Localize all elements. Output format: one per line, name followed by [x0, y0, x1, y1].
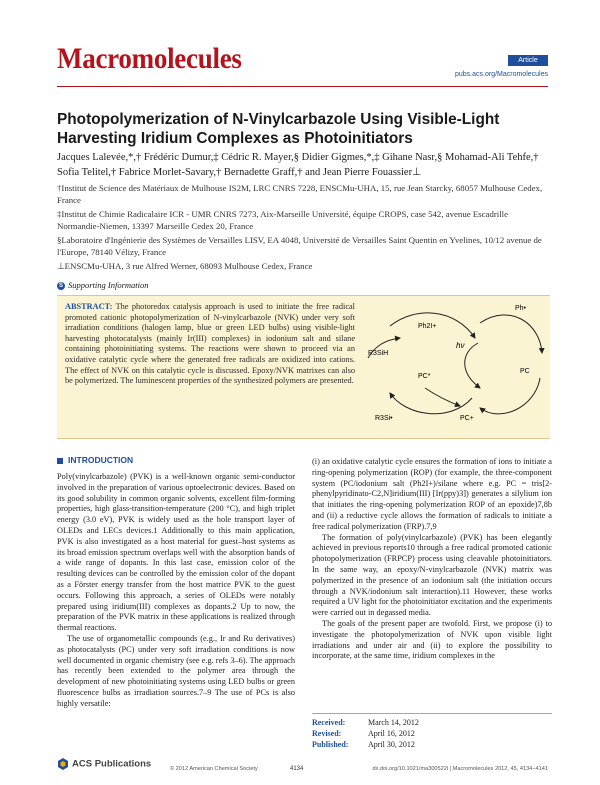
abstract-text: The photoredox catalysis approach is used to initiate the free radical promoted cationic photopolymerization of N-vinylcarbazole (NVK) under very soft irradiation conditions (halogen lamp, blue or green LED bulbs) using visible-light harvesting photocatalysts (mainly Ir(III) complexes) in iodonium salt and silane containing photoinitiating systems. The reactions were shown to proceed via an oxidative catalytic cycle where the generated free radicals are oxidized into cations. The effect of NVK on this catalytic cycle is discussed. Epoxy/NVK matrixes can also be polymerized. The luminescent properties of the synthesized polymers are presented. — [65, 302, 355, 386]
supporting-information-link[interactable] — [57, 280, 149, 290]
toc-label-r3sih: R3SiH — [368, 350, 389, 357]
journal-url[interactable]: pubs.acs.org/Macromolecules — [455, 71, 548, 78]
column-right — [312, 457, 552, 662]
toc-label-ph2i: Ph2I+ — [418, 323, 437, 330]
publication-dates — [312, 713, 552, 750]
article-badge: Article — [508, 55, 548, 66]
author-list: Jacques Lalevée,*,† Frédéric Dumur,‡ Cédric R. Mayer,§ Didier Gigmes,*,‡ Gihane Nasr,§ Mohamad-Ali Tehfe,† Sofia Telitel,† Fabrice Morlet-Savary,† Bernadette Graff,† and Jean Pierre Fouassier⊥ — [57, 152, 539, 178]
revised-row — [312, 728, 552, 739]
revised-date: April 16, 2012 — [368, 729, 415, 738]
inner-arrow — [465, 343, 480, 388]
paper-title: Photopolymerization of N-Vinylcarbazole Using Visible-Light Harvesting Iridium Complexes as Photoinitiators — [57, 111, 500, 147]
column-left — [57, 472, 295, 710]
affiliation-1: †Institut de Science des Matériaux de Mulhouse IS2M, LRC CNRS 7228, ENSCMu-UHA, 15, rue Jean Starcky, 68057 Mulhouse Cedex, France — [57, 183, 543, 205]
toc-label-pc: PC — [520, 368, 530, 375]
published-label: Published: — [312, 740, 349, 749]
abstract — [65, 302, 355, 387]
paragraph: The formation of poly(vinylcarbazole) (PVK) has been elegantly achieved in previous reports10 through a free radical promoted cationic photopolymerization (FRPCP) process using cleavable photoinitiators. In the same way, an epoxy/N-vinylcarbazole (NVK) matrix was polymerized in the presence of an iodonium salt (the initiation occurs through a NVK/iodonium salt interaction).11 However, these works required a UV light for the photoinitiator excitation and the experiments were carried out in degassed media. — [312, 532, 552, 618]
toc-label-pc-star: PC* — [418, 373, 431, 380]
toc-label-hv: hν — [456, 341, 465, 350]
header-rule — [57, 86, 548, 87]
toc-graphic — [360, 298, 550, 434]
section-square-icon — [57, 458, 63, 464]
journal-title: Macromolecules — [57, 42, 242, 75]
paragraph: The use of organometallic compounds (e.g., Ir and Ru derivatives) as photocatalysts (PC) under very soft irradiation conditions is now well documented in organic chemistry (see e.g. refs 3–6). The approach has recently been extended to the polymer area through the development of new photoinitiating systems using LED bulbs or green fluorescence bulbs as irradiation sources.7–9 The use of PCs is also highly versatile: — [57, 633, 295, 708]
published-date: April 30, 2012 — [368, 740, 415, 749]
citation-doi[interactable]: dx.doi.org/10.1021/ma300522l | Macromolecules 2012, 45, 4134−4141 — [372, 766, 548, 772]
paragraph: Poly(vinylcarbazole) (PVK) is a well-known organic semi-conductor involved in the preparation of various optoelectronic devices. Based on its good solubility in common organic solvents, excellent film-forming properties, high glass-transition-temperature (200 °C), and high triplet energy (3.0 eV), PVK is widely used as the hole transport layer of OLEDs and LECs devices.1 Additionally to this main application, PVK is also investigated as a host material for guest–host systems as its broad emission spectrum overlaps well with the absorption bands of a wide range of dopants. In this last case, emission color of the resulting devices can be controlled by the emission color of the dopant as a Förster energy transfer from the host matrice PVK to the guest occurs. Following this approach, a series of OLEDs were notably prepared using iridium(III) complexes as dopants.2 Up to now, the preparation of the PVK matrix in these applications is realized through thermal reactions. — [57, 472, 295, 633]
toc-label-pc-plus: PC+ — [460, 415, 474, 422]
affiliation-2: ‡Institut de Chimie Radicalaire ICR - UMR CNRS 7273, Aix-Marseille Université, équipe CROPS, case 542, avenue Escadrille Normandie-Niemen, 13397 Marseille Cedex 20, France — [57, 209, 509, 231]
received-row — [312, 717, 552, 728]
section-heading-label: INTRODUCTION — [68, 455, 134, 465]
revised-label: Revised: — [312, 729, 342, 738]
excitation-arrow — [480, 315, 542, 353]
published-row — [312, 739, 552, 750]
supporting-label: Supporting Information — [68, 280, 149, 290]
paragraph: The goals of the present paper are twofold. First, we propose (i) to investigate the photopolymerization of NVK upon visible light irradiations and under air and (ii) to explore the possibility to incorporate, at the same time, iridium complexes in the — [312, 618, 552, 661]
affiliation-3: §Laboratoire d'Ingénierie des Systèmes de Versailles LISV, EA 4048, Université de Versailles Saint Quentin en Yvelines, 10/12 avenue de l'Europe, 78140 Vélizy, France — [57, 235, 542, 257]
toc-label-r3si: R3Si• — [375, 415, 393, 422]
page-number: 4134 — [290, 766, 304, 772]
abstract-label: ABSTRACT: — [65, 302, 113, 311]
toc-label-ph: Ph• — [515, 305, 527, 312]
copyright: © 2012 American Chemical Society — [170, 766, 258, 772]
received-label: Received: — [312, 718, 346, 727]
cycle-arrow-bottom — [390, 393, 472, 414]
radical-arrow — [425, 388, 460, 406]
paragraph: (i) an oxidative catalytic cycle ensures the formation of ions to initiate a ring-opening polymerization (ROP) (for example, the three-component system (PC/iodonium salt (Ph2I+)/silane where e.g. PC = tris[2-phenylpyridinato-C2,N]iridium(III) [Ir(ppy)3]) generates a silylium ion that initiates the ring-opening polymerization ROP of an epoxide)7,8b and (ii) a reductive cycle allows the formation of radicals to initiate a free radical polymerization (FRP).7,9 — [312, 457, 552, 531]
section-heading-introduction — [57, 455, 133, 465]
info-icon: S — [58, 283, 63, 290]
acs-publications-logo[interactable] — [57, 758, 151, 770]
publisher-name: ACS Publications — [72, 758, 152, 770]
return-arrow — [480, 378, 540, 414]
acs-hex-icon — [57, 758, 69, 770]
received-date: March 14, 2012 — [368, 718, 419, 727]
affiliation-4: ⊥ENSCMu-UHA, 3 rue Alfred Werner, 68093 Mulhouse Cedex, France — [57, 261, 313, 271]
